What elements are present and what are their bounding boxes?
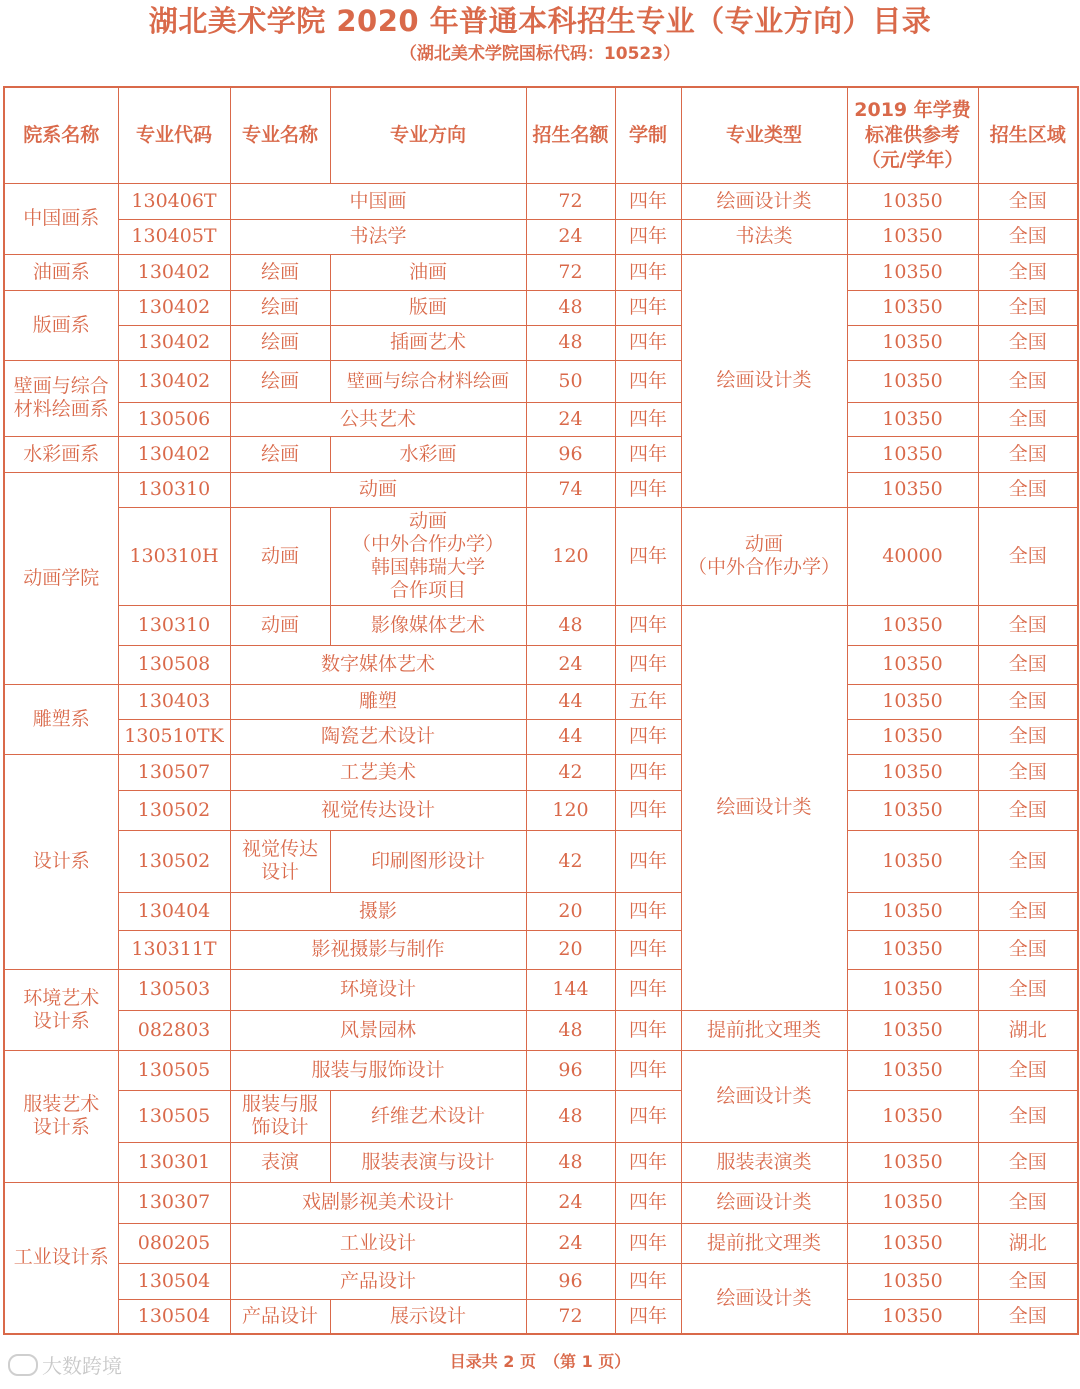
table-row	[4, 645, 1078, 684]
major-cell: 绘画	[230, 360, 330, 402]
direction-line: 韩国韩瑞大学	[370, 556, 485, 578]
years-cell: 四年	[615, 605, 681, 645]
table-row	[4, 1263, 1078, 1299]
region-cell: 全国	[978, 325, 1078, 360]
header-fee	[847, 87, 978, 183]
code-cell: 130505	[118, 1090, 230, 1142]
quota-cell: 24	[526, 1182, 615, 1223]
major-line: 服装与服	[241, 1093, 318, 1115]
code-cell: 130503	[118, 969, 230, 1010]
region-cell: 湖北	[978, 1010, 1078, 1050]
dept-cell: 雕塑系	[4, 684, 118, 754]
code-cell: 130403	[118, 684, 230, 719]
quota-cell: 48	[526, 290, 615, 325]
table-row	[4, 402, 1078, 436]
region-cell: 全国	[978, 472, 1078, 507]
table-row	[4, 1182, 1078, 1223]
major-cell: 绘画	[230, 254, 330, 290]
quota-cell: 120	[526, 507, 615, 605]
years-cell: 四年	[615, 1223, 681, 1263]
years-cell: 四年	[615, 1010, 681, 1050]
years-cell: 四年	[615, 645, 681, 684]
fee-cell: 10350	[847, 1299, 978, 1334]
quota-cell: 44	[526, 684, 615, 719]
table-row	[4, 290, 1078, 325]
code-cell: 130402	[118, 360, 230, 402]
direction-cell: 服装表演与设计	[330, 1142, 526, 1182]
quota-cell: 48	[526, 1142, 615, 1182]
fee-cell: 10350	[847, 1090, 978, 1142]
direction-cell: 摄影	[230, 892, 526, 930]
fee-cell: 10350	[847, 1010, 978, 1050]
years-cell: 四年	[615, 360, 681, 402]
years-cell: 四年	[615, 1263, 681, 1299]
region-cell: 全国	[978, 684, 1078, 719]
years-cell: 四年	[615, 290, 681, 325]
code-cell: 130307	[118, 1182, 230, 1223]
table-row	[4, 830, 1078, 892]
table-row	[4, 1090, 1078, 1142]
code-cell: 130310	[118, 472, 230, 507]
quota-cell: 48	[526, 325, 615, 360]
dept-cell: 水彩画系	[4, 436, 118, 472]
quota-cell: 24	[526, 645, 615, 684]
quota-cell: 72	[526, 1299, 615, 1334]
quota-cell: 120	[526, 790, 615, 830]
type-cell: 绘画设计类	[681, 183, 847, 219]
years-cell: 四年	[615, 892, 681, 930]
code-cell: 130310H	[118, 507, 230, 605]
region-cell: 全国	[978, 219, 1078, 254]
fee-cell: 10350	[847, 325, 978, 360]
header-type: 专业类型	[681, 87, 847, 183]
major-line: 饰设计	[251, 1116, 309, 1138]
years-cell: 四年	[615, 719, 681, 754]
code-cell: 130507	[118, 754, 230, 790]
type-cell: 服装表演类	[681, 1142, 847, 1182]
code-cell: 130301	[118, 1142, 230, 1182]
direction-cell: 产品设计	[230, 1263, 526, 1299]
years-cell: 四年	[615, 1050, 681, 1090]
table-row	[4, 605, 1078, 645]
region-cell: 全国	[978, 507, 1078, 605]
years-cell: 四年	[615, 472, 681, 507]
direction-cell: 服装与服饰设计	[230, 1050, 526, 1090]
direction-cell: 环境设计	[230, 969, 526, 1010]
code-cell: 130402	[118, 254, 230, 290]
fee-cell: 10350	[847, 1223, 978, 1263]
code-cell: 130502	[118, 790, 230, 830]
code-cell: 130404	[118, 892, 230, 930]
quota-cell: 50	[526, 360, 615, 402]
major-cell: 绘画	[230, 436, 330, 472]
dept-line: 设计系	[32, 1009, 90, 1032]
dept-cell: 设计系	[4, 754, 118, 969]
fee-cell: 10350	[847, 472, 978, 507]
quota-cell: 144	[526, 969, 615, 1010]
quota-cell: 24	[526, 402, 615, 436]
quota-cell: 20	[526, 892, 615, 930]
direction-cell: 壁画与综合材料绘画	[330, 360, 526, 402]
direction-cell: 书法学	[230, 219, 526, 254]
header-direction: 专业方向	[330, 87, 526, 183]
fee-cell: 40000	[847, 507, 978, 605]
dept-line: 壁画与综合	[13, 375, 109, 397]
table-row	[4, 472, 1078, 507]
dept-cell	[4, 360, 118, 436]
direction-cell: 影视摄影与制作	[230, 930, 526, 969]
years-cell: 四年	[615, 1182, 681, 1223]
years-cell: 四年	[615, 1142, 681, 1182]
fee-cell: 10350	[847, 969, 978, 1010]
years-cell: 四年	[615, 969, 681, 1010]
direction-cell: 插画艺术	[330, 325, 526, 360]
code-cell: 130406T	[118, 183, 230, 219]
fee-cell: 10350	[847, 1263, 978, 1299]
quota-cell: 48	[526, 605, 615, 645]
direction-cell: 动画	[230, 472, 526, 507]
header-region: 招生区域	[978, 87, 1078, 183]
direction-line: 合作项目	[389, 579, 466, 601]
direction-cell: 油画	[330, 254, 526, 290]
fee-cell: 10350	[847, 254, 978, 290]
table-row	[4, 930, 1078, 969]
dept-cell: 中国画系	[4, 183, 118, 254]
code-cell: 130402	[118, 290, 230, 325]
dept-line: 设计系	[32, 1116, 90, 1138]
region-cell: 全国	[978, 1050, 1078, 1090]
table-row	[4, 1010, 1078, 1050]
quota-cell: 20	[526, 930, 615, 969]
code-cell: 130510TK	[118, 719, 230, 754]
code-cell: 130402	[118, 325, 230, 360]
region-cell: 全国	[978, 436, 1078, 472]
quota-cell: 96	[526, 1050, 615, 1090]
direction-cell: 陶瓷艺术设计	[230, 719, 526, 754]
direction-cell: 印刷图形设计	[330, 830, 526, 892]
direction-cell: 中国画	[230, 183, 526, 219]
fee-cell: 10350	[847, 360, 978, 402]
table-row	[4, 1299, 1078, 1334]
major-line: 设计	[260, 861, 299, 883]
region-cell: 全国	[978, 360, 1078, 402]
direction-cell: 雕塑	[230, 684, 526, 719]
direction-cell: 风景园林	[230, 1010, 526, 1050]
quota-cell: 42	[526, 830, 615, 892]
fee-cell: 10350	[847, 719, 978, 754]
dept-cell: 油画系	[4, 254, 118, 290]
header-quota: 招生名额	[526, 87, 615, 183]
direction-cell: 戏剧影视美术设计	[230, 1182, 526, 1223]
dept-cell: 动画学院	[4, 472, 118, 684]
code-cell: 130506	[118, 402, 230, 436]
table-row	[4, 1223, 1078, 1263]
years-cell: 四年	[615, 754, 681, 790]
code-cell: 130310	[118, 605, 230, 645]
code-cell: 130311T	[118, 930, 230, 969]
direction-line: （中外合作办学）	[351, 533, 504, 555]
quota-cell: 74	[526, 472, 615, 507]
direction-cell: 水彩画	[330, 436, 526, 472]
quota-cell: 24	[526, 219, 615, 254]
direction-cell: 版画	[330, 290, 526, 325]
fee-cell: 10350	[847, 605, 978, 645]
direction-cell: 纤维艺术设计	[330, 1090, 526, 1142]
major-cell	[230, 1090, 330, 1142]
table-row	[4, 719, 1078, 754]
region-cell: 全国	[978, 754, 1078, 790]
type-cell: 绘画设计类	[681, 605, 847, 1010]
fee-cell: 10350	[847, 402, 978, 436]
years-cell: 四年	[615, 436, 681, 472]
table-row	[4, 507, 1078, 605]
region-cell: 全国	[978, 719, 1078, 754]
code-cell: 130502	[118, 830, 230, 892]
fee-cell: 10350	[847, 684, 978, 719]
code-cell: 130508	[118, 645, 230, 684]
table-row	[4, 969, 1078, 1010]
dept-cell: 版画系	[4, 290, 118, 360]
table-row	[4, 790, 1078, 830]
page-subtitle: （湖北美术学院国标代码：10523）	[399, 44, 681, 64]
header-major: 专业名称	[230, 87, 330, 183]
region-cell: 全国	[978, 290, 1078, 325]
table-row	[4, 325, 1078, 360]
major-cell: 绘画	[230, 325, 330, 360]
dept-line: 材料绘画系	[13, 398, 109, 420]
region-cell: 全国	[978, 254, 1078, 290]
header-fee-line1: 2019 年学费	[854, 98, 971, 121]
major-line: 视觉传达	[241, 838, 318, 860]
dept-cell: 工业设计系	[4, 1182, 118, 1334]
direction-line: 动画	[408, 510, 447, 532]
code-cell: 130505	[118, 1050, 230, 1090]
region-cell: 全国	[978, 969, 1078, 1010]
quota-cell: 96	[526, 1263, 615, 1299]
type-line: 动画	[744, 533, 783, 555]
dept-cell	[4, 1050, 118, 1182]
type-cell: 绘画设计类	[681, 1182, 847, 1223]
quota-cell: 44	[526, 719, 615, 754]
dept-line: 环境艺术	[23, 986, 100, 1009]
fee-cell: 10350	[847, 1182, 978, 1223]
watermark	[8, 1354, 122, 1378]
region-cell: 全国	[978, 790, 1078, 830]
direction-cell: 公共艺术	[230, 402, 526, 436]
quota-cell: 24	[526, 1223, 615, 1263]
quota-cell: 72	[526, 254, 615, 290]
region-cell: 全国	[978, 1263, 1078, 1299]
region-cell: 湖北	[978, 1223, 1078, 1263]
years-cell: 四年	[615, 507, 681, 605]
table-row	[4, 754, 1078, 790]
quota-cell: 96	[526, 436, 615, 472]
region-cell: 全国	[978, 183, 1078, 219]
quota-cell: 48	[526, 1010, 615, 1050]
quota-cell: 72	[526, 183, 615, 219]
header-fee-line2: 标准供参考	[864, 123, 960, 146]
years-cell: 四年	[615, 790, 681, 830]
type-cell: 绘画设计类	[681, 254, 847, 507]
fee-cell: 10350	[847, 183, 978, 219]
region-cell: 全国	[978, 930, 1078, 969]
years-cell: 四年	[615, 219, 681, 254]
dept-line: 服装艺术	[23, 1093, 100, 1115]
type-cell	[681, 507, 847, 605]
region-cell: 全国	[978, 402, 1078, 436]
table-row	[4, 254, 1078, 290]
region-cell: 全国	[978, 892, 1078, 930]
header-dept: 院系名称	[4, 87, 118, 183]
type-cell: 书法类	[681, 219, 847, 254]
dept-cell	[4, 969, 118, 1050]
table-row	[4, 360, 1078, 402]
type-cell: 绘画设计类	[681, 1050, 847, 1142]
major-cell: 动画	[230, 605, 330, 645]
code-cell: 130402	[118, 436, 230, 472]
fee-cell: 10350	[847, 790, 978, 830]
code-cell: 130504	[118, 1263, 230, 1299]
fee-cell: 10350	[847, 645, 978, 684]
page-title: 湖北美术学院 2020 年普通本科招生专业（专业方向）目录	[148, 4, 932, 38]
watermark-logo-icon	[8, 1354, 38, 1376]
years-cell: 四年	[615, 1299, 681, 1334]
direction-cell	[330, 507, 526, 605]
fee-cell: 10350	[847, 1142, 978, 1182]
direction-cell: 影像媒体艺术	[330, 605, 526, 645]
header-code: 专业代码	[118, 87, 230, 183]
fee-cell: 10350	[847, 830, 978, 892]
region-cell: 全国	[978, 1142, 1078, 1182]
code-cell: 082803	[118, 1010, 230, 1050]
direction-cell: 视觉传达设计	[230, 790, 526, 830]
header-years: 学制	[615, 87, 681, 183]
years-cell: 四年	[615, 325, 681, 360]
years-cell: 四年	[615, 402, 681, 436]
direction-cell: 数字媒体艺术	[230, 645, 526, 684]
table-row	[4, 892, 1078, 930]
quota-cell: 42	[526, 754, 615, 790]
table-row	[4, 1142, 1078, 1182]
type-line: （中外合作办学）	[687, 556, 840, 578]
fee-cell: 10350	[847, 436, 978, 472]
table-row	[4, 219, 1078, 254]
type-cell: 提前批文理类	[681, 1010, 847, 1050]
type-cell: 提前批文理类	[681, 1223, 847, 1263]
code-cell: 130405T	[118, 219, 230, 254]
major-cell: 绘画	[230, 290, 330, 325]
table-row	[4, 436, 1078, 472]
direction-cell: 展示设计	[330, 1299, 526, 1334]
quota-cell: 48	[526, 1090, 615, 1142]
catalog-table	[3, 86, 1079, 1335]
region-cell: 全国	[978, 1182, 1078, 1223]
type-cell: 绘画设计类	[681, 1263, 847, 1334]
years-cell: 四年	[615, 830, 681, 892]
major-cell	[230, 830, 330, 892]
direction-cell: 工艺美术	[230, 754, 526, 790]
direction-cell: 工业设计	[230, 1223, 526, 1263]
major-cell: 动画	[230, 507, 330, 605]
fee-cell: 10350	[847, 892, 978, 930]
code-cell: 130504	[118, 1299, 230, 1334]
fee-cell: 10350	[847, 290, 978, 325]
fee-cell: 10350	[847, 930, 978, 969]
region-cell: 全国	[978, 830, 1078, 892]
region-cell: 全国	[978, 645, 1078, 684]
major-cell: 表演	[230, 1142, 330, 1182]
header-row	[4, 87, 1078, 183]
page-footer: 目录共 2 页 （第 1 页）	[449, 1352, 631, 1371]
table-row	[4, 1050, 1078, 1090]
code-cell: 080205	[118, 1223, 230, 1263]
region-cell: 全国	[978, 605, 1078, 645]
region-cell: 全国	[978, 1090, 1078, 1142]
years-cell: 四年	[615, 254, 681, 290]
watermark-text: 大数跨境	[42, 1354, 122, 1378]
table-row	[4, 183, 1078, 219]
fee-cell: 10350	[847, 754, 978, 790]
major-cell: 产品设计	[230, 1299, 330, 1334]
fee-cell: 10350	[847, 219, 978, 254]
years-cell: 四年	[615, 930, 681, 969]
table-row	[4, 684, 1078, 719]
years-cell: 五年	[615, 684, 681, 719]
region-cell: 全国	[978, 1299, 1078, 1334]
years-cell: 四年	[615, 1090, 681, 1142]
fee-cell: 10350	[847, 1050, 978, 1090]
header-fee-line3: （元/学年）	[861, 148, 964, 171]
years-cell: 四年	[615, 183, 681, 219]
